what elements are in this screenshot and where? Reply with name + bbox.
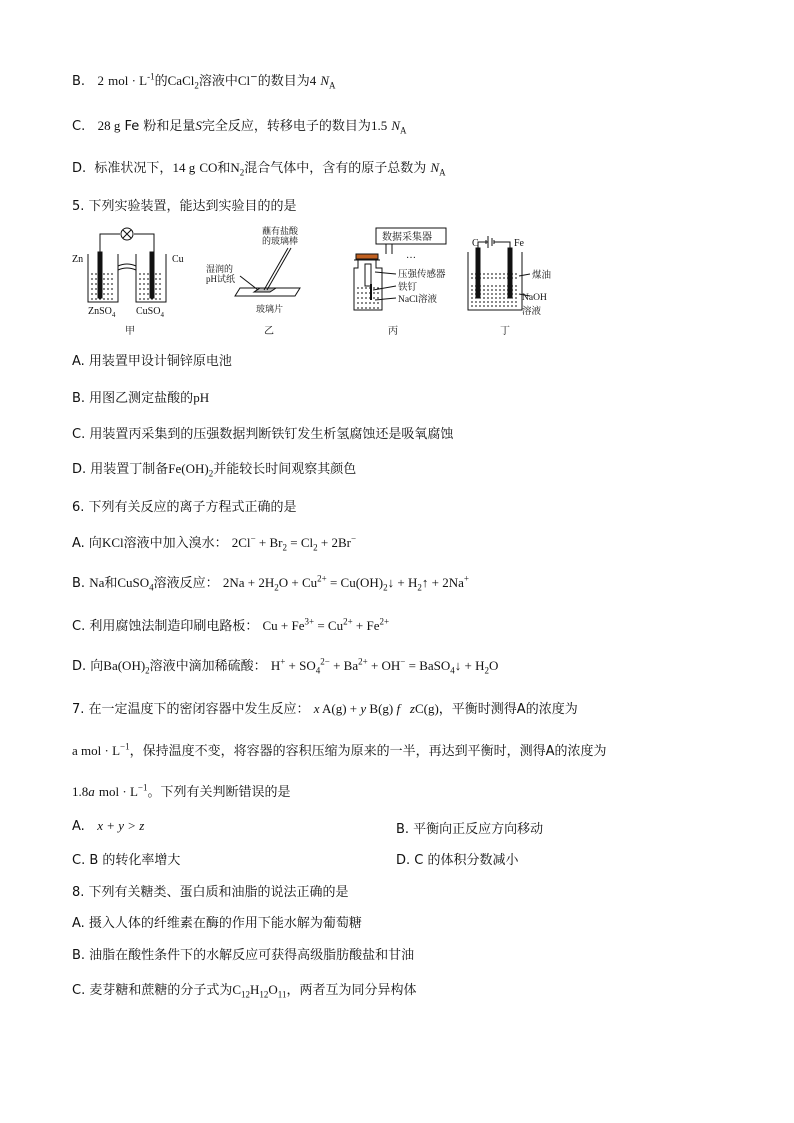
yi-top2: 的玻璃棒 xyxy=(262,236,299,246)
q6-option-c: C. 利用腐蚀法制造印刷电路板： $Cu + Fe^{3+} = Cu^{2+} + Fe^{2+}$ xyxy=(72,616,390,634)
jia-cuso4-label: CuSO$_4$ xyxy=(136,306,164,319)
q7-line-1: 7. 在一定温度下的密闭容器中发生反应： x A(g) + y B(g) f zC(g)，平衡时测得A的浓度为 xyxy=(72,701,578,717)
q6-option-d: D. 向$Ba(OH)_2$溶液中滴加稀硫酸： $H^+ + SO_4^{2-} + Ba^{2+} + OH^-$ = BaSO$_4$↓ + $H_2O$ xyxy=(72,656,499,676)
ding-s2: NaOH xyxy=(522,293,547,303)
q6-stem: 6. 下列有关反应的离子方程式正确的是 xyxy=(72,500,297,515)
q7-option-b: B. 平衡向正反应方向移动 xyxy=(396,822,544,837)
yi-left1: 湿润的 xyxy=(206,264,234,274)
q7-line-2: a mol · $L^{-1}$，保持温度不变，将容器的容积压缩为原来的一半，再达到平衡时，测得A的浓度为 xyxy=(72,741,607,759)
q8-option-b: B. 油脂在酸性条件下的水解反应可获得高级脂肪酸盐和甘油 xyxy=(72,948,415,963)
q5-option-a: A. 用装置甲设计铜锌原电池 xyxy=(72,354,232,369)
q7-option-c: C. B 的转化率增大 xyxy=(72,853,181,868)
yi-left2: pH试纸 xyxy=(206,274,235,284)
bing-box-label: 数据采集器 xyxy=(382,232,432,243)
bing-s3: NaCl溶液 xyxy=(398,295,438,305)
bing-dots: … xyxy=(406,250,416,261)
jia-zn-label: Zn xyxy=(72,254,84,265)
q5-apparatus-figure xyxy=(70,224,552,342)
q7-option-d: D. C 的体积分数减小 xyxy=(396,853,519,868)
jia-cu-label: Cu xyxy=(172,254,184,265)
ding-s1: 煤油 xyxy=(532,271,552,281)
q8-stem: 8. 下列有关糖类、蛋白质和油脂的说法正确的是 xyxy=(72,885,349,900)
bing-caption: 丙 xyxy=(388,326,398,337)
q5-stem: 5. 下列实验装置，能达到实验目的的是 xyxy=(72,199,297,214)
jia-caption: 甲 xyxy=(125,326,135,337)
bing-s2: 铁钉 xyxy=(398,283,418,293)
yi-caption: 乙 xyxy=(264,326,274,337)
ding-s3: 溶液 xyxy=(522,307,542,317)
jia-znso4-label: ZnSO$_4$ xyxy=(88,306,116,319)
q4-option-d: D. 标准状况下，14 g CO和$N_2$混合气体中，含有的原子总数为 $N_A$ xyxy=(72,160,446,178)
q7-line-3: 1.8a mol · $L^{-1}$。下列有关判断错误的是 xyxy=(72,782,291,800)
ding-caption: 丁 xyxy=(500,326,510,337)
ding-c-label: C xyxy=(472,238,479,249)
q6-option-b: B. Na和CuSO$_4$溶液反应： $2Na + 2H_2O + Cu^{2+}$ = $Cu(OH)_2↓$ + $H_2↑ + 2Na^+$ xyxy=(72,573,469,593)
yi-bottom: 玻璃片 xyxy=(256,304,284,314)
q5-option-d: D. 用装置丁制备$Fe(OH)_2$并能较长时间观察其颜色 xyxy=(72,461,357,479)
q4-option-c: C. 28 g Fe 粉和足量S完全反应，转移电子的数目为1.5 $N_A$ xyxy=(72,118,407,136)
q8-option-a: A. 摄入人体的纤维素在酶的作用下能水解为葡萄糖 xyxy=(72,916,362,931)
q4-option-b: B. 2 mol · $L^{-1}$的CaCl$_2$溶液中Cl−的数目为4 $N_A$ xyxy=(72,71,336,91)
q5-option-b: B. 用图乙测定盐酸的pH xyxy=(72,390,210,406)
q5-option-c: C. 用装置丙采集到的压强数据判断铁钉发生析氢腐蚀还是吸氧腐蚀 xyxy=(72,427,454,442)
q8-option-c: C. 麦芽糖和蔗糖的分子式为$C_{12}H_{12}O_{11}$，两者互为同分异构体 xyxy=(72,982,417,1000)
q6-option-a: A. 向KCl溶液中加入溴水： $2Cl^- + Br_2 = Cl_2 + 2Br^-$ xyxy=(72,533,357,553)
q7-option-a: A. x + y > z xyxy=(72,818,145,834)
yi-top1: 蘸有盐酸 xyxy=(262,226,299,236)
ding-fe-label: Fe xyxy=(514,238,524,249)
bing-s1: 压强传感器 xyxy=(398,270,446,280)
